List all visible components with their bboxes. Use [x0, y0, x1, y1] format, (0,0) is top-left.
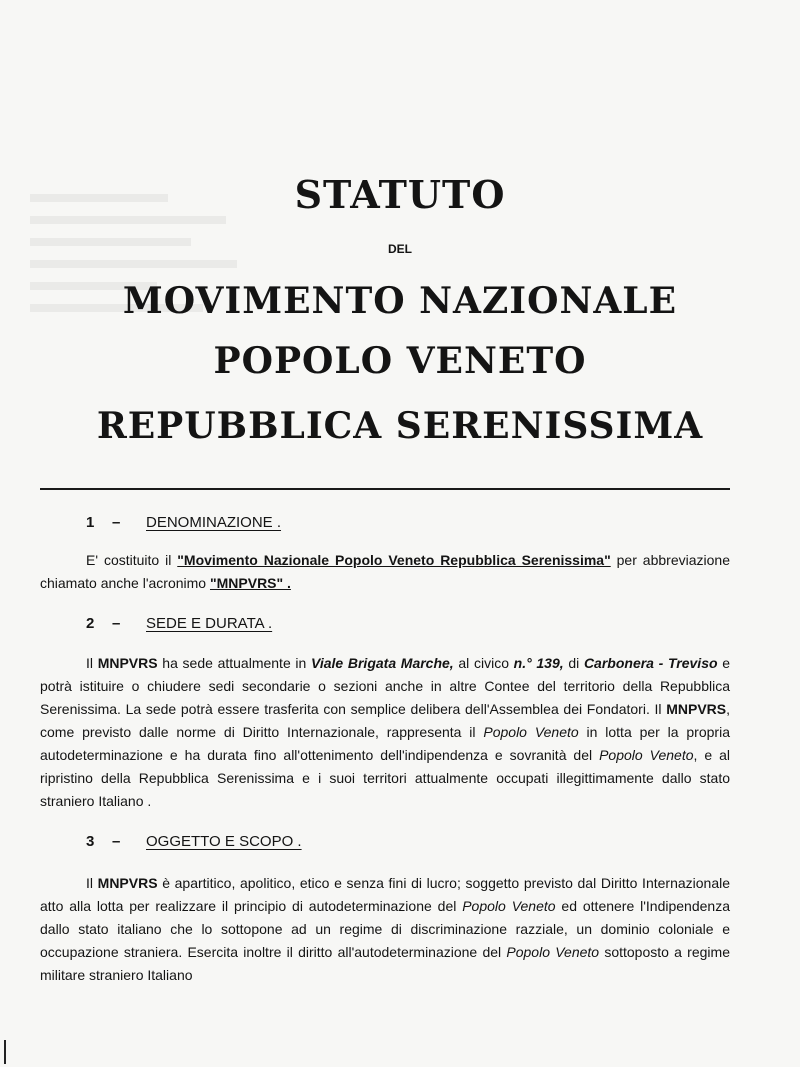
text-run: , e al ripristino della Repubblica Serenissima e i suoi territori attualmente occupati illegittimamente dallo stato straniero Italiano . — [40, 747, 730, 809]
movement-name: "Movimento Nazionale Popolo Veneto Repubblica Serenissima" — [177, 552, 611, 568]
section-body-2 — [40, 652, 730, 813]
section-body-1 — [40, 549, 730, 595]
text-run: al civico — [453, 655, 514, 671]
address-number: n.° 139, — [513, 655, 564, 671]
text-run: ha sede attualmente in — [157, 655, 312, 671]
section-dash: – — [112, 615, 121, 632]
title-line-2: POPOLO VENETO — [213, 340, 587, 382]
text-run: , come previsto dalle norme di Diritto Internazionale, rappresenta il — [40, 701, 730, 740]
section-title: DENOMINAZIONE . — [146, 514, 282, 531]
title-divider — [40, 488, 730, 490]
section-dash: – — [112, 514, 121, 531]
section-body-3 — [40, 872, 730, 987]
section-title: OGGETTO E SCOPO . — [146, 833, 302, 850]
popolo-veneto: Popolo Veneto — [506, 944, 600, 960]
text-run: Il — [86, 655, 98, 671]
acronym: "MNPVRS" . — [209, 575, 291, 591]
acronym: MNPVRS — [666, 701, 727, 717]
text-run: di — [563, 655, 584, 671]
section-heading-1 — [86, 514, 281, 531]
section-heading-3 — [86, 833, 302, 850]
text-run: è apartitico, apolitico, etico e senza fini di lucro; soggetto previsto dal Diritto Internazionale atto alla lotta per realizzare il principio di autodeterminazione del — [40, 875, 731, 914]
popolo-veneto: Popolo Veneto — [483, 724, 579, 740]
text-run: Il — [86, 875, 98, 891]
address-city: Carbonera - Treviso — [583, 655, 718, 671]
acronym: MNPVRS — [97, 875, 158, 891]
text-run: per abbreviazione chiamato anche l'acronimo — [40, 552, 730, 591]
section-title: SEDE E DURATA . — [146, 615, 273, 632]
margin-mark — [4, 1040, 6, 1064]
acronym: MNPVRS — [97, 655, 158, 671]
text-run: E' costituito il — [86, 552, 178, 568]
section-heading-2 — [86, 615, 272, 632]
popolo-veneto: Popolo Veneto — [462, 898, 556, 914]
section-number: 2 — [86, 615, 95, 632]
title-line-3: REPUBBLICA SERENISSIMA — [96, 405, 704, 447]
section-number: 3 — [86, 833, 95, 850]
popolo-veneto: Popolo Veneto — [599, 747, 694, 763]
text-run: ed ottenere l'Indipendenza dallo stato italiano che lo sottopone ad un regime di discriminazione razziale, un dominio coloniale e occupazione straniera. Esercita inoltre il diritto all'autodeterminazione del — [40, 898, 730, 960]
text-run: e potrà istituire o chiudere sedi secondarie o sezioni anche in altre Contee del territorio della Repubblica Serenissima. La sede potrà essere trasferita con semplice delibera dell'Assemblea dei Fondatori. Il — [40, 655, 731, 717]
text-run: sottoposto a regime militare straniero Italiano — [40, 944, 730, 983]
title-line-1: MOVIMENTO NAZIONALE — [122, 280, 678, 322]
text-run: in lotta per la propria autodeterminazione e ha durata fino all'ottenimento dell'indipendenza e sovranità del — [40, 724, 730, 763]
section-number: 1 — [86, 514, 95, 531]
document-title: STATUTO — [294, 172, 506, 217]
address-street: Viale Brigata Marche, — [311, 655, 454, 671]
section-dash: – — [112, 833, 121, 850]
title-connector: DEL — [388, 242, 412, 256]
